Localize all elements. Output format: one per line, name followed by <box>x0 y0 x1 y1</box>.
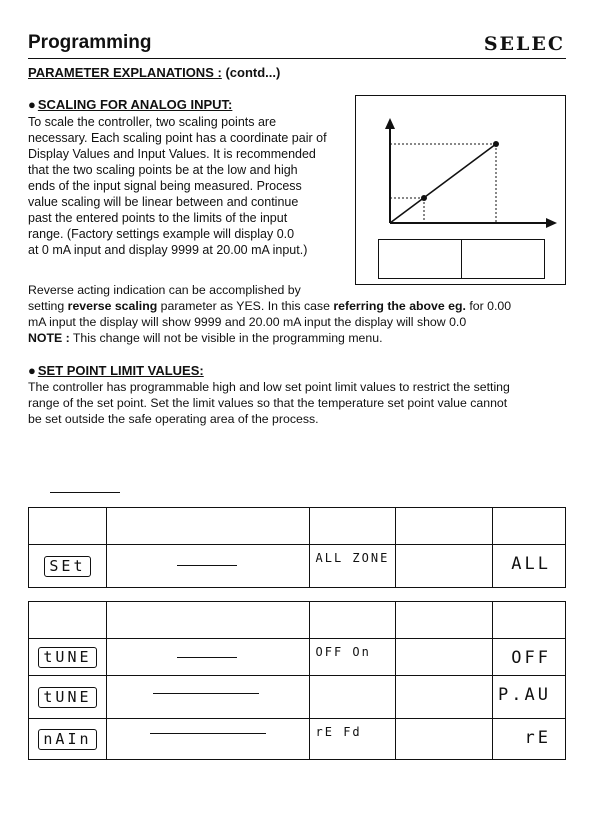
default-cell: rE <box>493 719 566 760</box>
scaling-point-low <box>421 195 427 201</box>
description-cell <box>106 545 309 588</box>
table-row <box>29 545 566 588</box>
setpoint-line: The controller has programmable high and low set point limit values to restrict the setting <box>28 380 510 394</box>
setpoint-line: be set outside the safe operating area of the process. <box>28 412 319 426</box>
options-cell: rE Fd <box>309 719 396 760</box>
parameter-table-2 <box>28 601 566 760</box>
setpoint-heading: ● SET POINT LIMIT VALUES: <box>28 363 204 378</box>
subheading-suffix: (contd...) <box>225 65 281 80</box>
scaling-heading: ● SCALING FOR ANALOG INPUT: <box>28 97 233 112</box>
table-header-row <box>29 508 566 545</box>
reverse-line: Reverse acting indication can be accomplished by <box>28 283 301 297</box>
section-label-blank <box>50 492 120 493</box>
header-divider <box>28 58 566 59</box>
scaling-line: that the two scaling points be at the low and high <box>28 163 298 177</box>
brand-logo: SELEC <box>483 33 565 55</box>
options-cell: ALL ZONE <box>309 545 396 588</box>
x-axis-arrow-icon <box>546 218 557 228</box>
figure-legend-box-left <box>378 239 462 279</box>
setpoint-line: range of the set point. Set the limit values so that the temperature set point value cannot <box>28 396 508 410</box>
display-cell <box>29 639 107 676</box>
figure-legend-box-right <box>461 239 545 279</box>
header-cell <box>29 508 107 545</box>
table-row <box>29 676 566 719</box>
scaling-diagram <box>355 95 566 285</box>
header-cell <box>396 602 493 639</box>
scaling-paragraph <box>28 114 353 258</box>
scaling-line: value scaling will be linear between and continue <box>28 195 299 209</box>
header-cell <box>29 602 107 639</box>
description-cell <box>106 676 309 719</box>
section-subheading <box>28 65 280 80</box>
scaling-line <box>390 144 496 223</box>
header-cell <box>106 508 309 545</box>
header-cell <box>493 508 566 545</box>
scaling-line: To scale the controller, two scaling points are <box>28 115 277 129</box>
parameter-table-1 <box>28 507 566 588</box>
default-cell: ALL <box>493 545 566 588</box>
page-title: Programming <box>28 32 152 53</box>
default-cell: OFF <box>493 639 566 676</box>
lcd-display: tUNE <box>38 687 96 708</box>
description-cell <box>106 719 309 760</box>
display-cell <box>29 545 107 588</box>
bullet-icon: ● <box>28 97 36 112</box>
header-cell <box>493 602 566 639</box>
y-axis-arrow-icon <box>385 118 395 129</box>
range-cell <box>396 676 493 719</box>
header-cell <box>396 508 493 545</box>
scaling-line: Display Values and Input Values. It is recommended <box>28 147 316 161</box>
scaling-line: at 0 mA input and display 9999 at 20.00 mA input.) <box>28 243 308 257</box>
note-line: NOTE : This change will not be visible in the programming menu. <box>28 331 383 345</box>
table-row <box>29 719 566 760</box>
display-cell <box>29 719 107 760</box>
reverse-paragraph <box>28 282 573 346</box>
scaling-line: ends of the input signal being measured. Process <box>28 179 302 193</box>
header-cell <box>106 602 309 639</box>
display-cell <box>29 676 107 719</box>
header-cell <box>309 602 396 639</box>
scaling-line: range. (Factory settings example will display 0.0 <box>28 227 295 241</box>
lcd-display: SEt <box>44 556 90 577</box>
options-cell: OFF On <box>309 639 396 676</box>
reverse-line: setting reverse scaling parameter as YES. In this case referring the above eg. for 0.00 <box>28 299 512 313</box>
default-cell: P.AU <box>493 676 566 719</box>
reverse-line: mA input the display will show 9999 and 20.00 mA input the display will show 0.0 <box>28 315 467 329</box>
scaling-line: necessary. Each scaling point has a coordinate pair of <box>28 131 327 145</box>
scaling-point-high <box>493 141 499 147</box>
header-cell <box>309 508 396 545</box>
range-cell <box>396 719 493 760</box>
subheading-label: PARAMETER EXPLANATIONS : <box>28 65 222 80</box>
lcd-display: tUNE <box>38 647 96 668</box>
range-cell <box>396 639 493 676</box>
options-cell <box>309 676 396 719</box>
bullet-icon: ● <box>28 363 36 378</box>
table-header-row <box>29 602 566 639</box>
setpoint-paragraph <box>28 379 573 427</box>
table-row <box>29 639 566 676</box>
range-cell <box>396 545 493 588</box>
description-cell <box>106 639 309 676</box>
lcd-display: nAIn <box>38 729 96 750</box>
scaling-line: past the entered points to the limits of the input <box>28 211 288 225</box>
